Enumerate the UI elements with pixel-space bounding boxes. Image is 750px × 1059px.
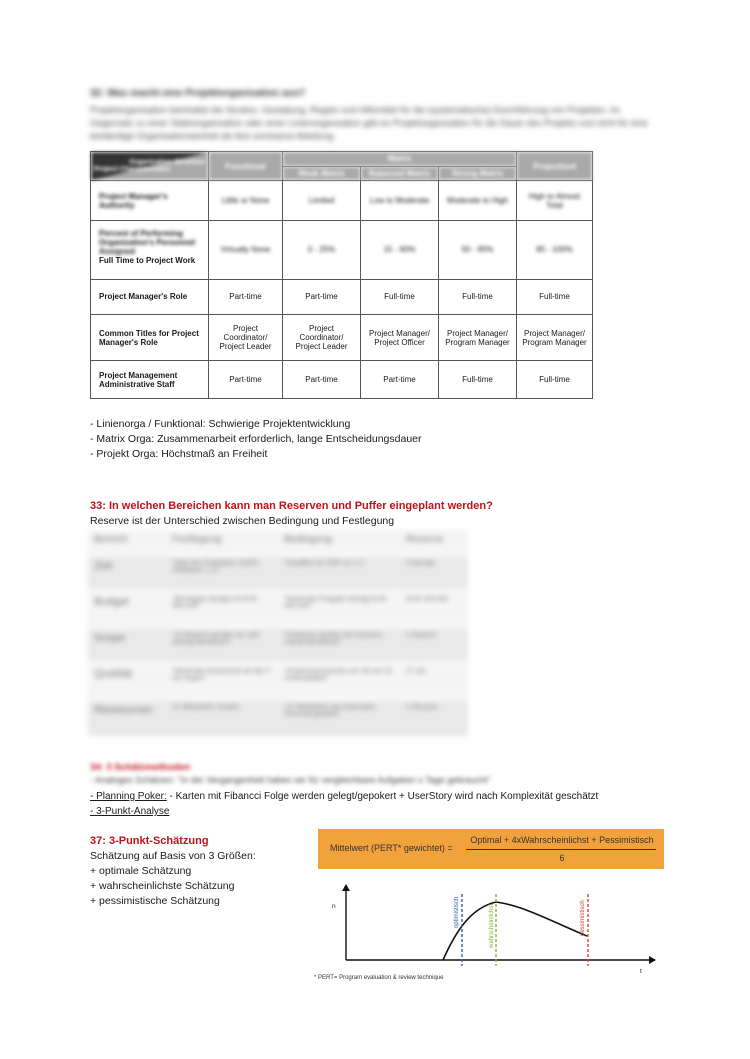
table-cell: 50 - 95% (439, 221, 517, 280)
table-cell: Part-time (209, 361, 283, 399)
header-cell: Bereich (94, 534, 128, 545)
table-header-row (88, 530, 468, 556)
table-cell: Virtually None (209, 221, 283, 280)
table-cell: Project Coordinator/ Project Leader (283, 315, 361, 361)
row-label: Project Manager's Authority (91, 181, 209, 221)
table-cell: "Deadline für SOP ist 1.2." (284, 560, 366, 567)
table-cell: Part-time (361, 361, 439, 399)
table-cell: Part-time (283, 361, 361, 399)
table-row (91, 315, 593, 361)
reserve-table (88, 530, 468, 730)
table-row (88, 592, 468, 628)
row-label: Project Manager's Role (91, 279, 209, 315)
section-34-line-3 (90, 804, 169, 819)
table-cell: Full-time (439, 361, 517, 399)
table-cell: 0 - 25% (283, 221, 361, 280)
table-cell: 85 - 100% (517, 221, 593, 280)
section-37-heading: 37: 3-Punkt-Schätzung (90, 835, 209, 847)
table-cell: Budget (94, 596, 129, 608)
table-cell: "8 Reports werden als business critical identifiziert" (284, 632, 383, 646)
col-strong-matrix: Strong Matrix (439, 166, 517, 181)
table-cell: "10 Reports werden als sehr wichtig identifiziert" (172, 632, 261, 646)
col-weak-matrix: Weak Matrix (283, 166, 361, 181)
table-cell: EUR 100.000 (406, 596, 449, 603)
x-axis-label: t (640, 968, 642, 975)
table-cell: Low to Moderate (361, 181, 439, 221)
table-row (88, 556, 468, 592)
section-32-heading: 32: Was macht eine Projektorganisation aus? (90, 88, 306, 99)
section-34-line-2 (90, 789, 598, 804)
table-cell: Part-time (209, 279, 283, 315)
table-cell: Part-time (283, 279, 361, 315)
section-32-intro: Projektorganisation beinhaltet die Struktur, Gestaltung, Regeln und Hilfsmittel für die (systematische) Durchführung von Projekten. Im Gegensatz zu einer Stabsorganisation oder einer Linienorganisation gibt es Projektorganisation für die Dauer des Projekts und nicht für eine beständige Organisationseinheit als fest umrissene Abteilung. (90, 105, 648, 141)
col-balanced-matrix: Balanced Matrix (361, 166, 439, 181)
table-cell: Project Manager/ Program Manager (517, 315, 593, 361)
table-cell: Full-time (361, 279, 439, 315)
y-axis-arrow (342, 884, 350, 891)
organization-structure-table (90, 151, 593, 399)
pert-footnote: * PERT= Program evaluation & review technique (314, 975, 444, 981)
table-cell: 27 sec (406, 668, 427, 675)
table-cell: 3 Monate (406, 560, 436, 567)
formula-lhs: Mittelwert (PERT* gewichtet) = (330, 843, 453, 853)
formula-numerator: Optimal + 4xWahrscheinlichst + Pessimistisch (470, 835, 654, 845)
distribution-curve (443, 902, 587, 960)
table-cell: 2 MA pool (406, 704, 438, 711)
table-row (91, 361, 593, 399)
table-cell: High to Almost Total (517, 181, 593, 221)
section-34-line-1: - Analoges Schätzen: "In der Vergangenheit haben wir für vergleichbare Aufgaben x Tage gebraucht" (90, 775, 491, 785)
table-cell: Scope (94, 632, 126, 644)
col-functional: Functional (209, 152, 283, 181)
bullet-item: - Projekt Orga: Höchstmaß an Freiheit (90, 448, 268, 460)
table-cell: "Maximale Freigabe beträgt EUR 400.000" (284, 596, 387, 610)
section-33-subtitle: Reserve ist der Unterschied zwischen Bedingung und Festlegung (90, 515, 395, 527)
estimate-line: Schätzung auf Basis von 3 Größen: (90, 850, 256, 862)
pert-formula-box (318, 829, 664, 869)
y-axis-label: n (332, 903, 336, 910)
col-matrix: Matrix (283, 152, 517, 167)
planning-poker-label: - Planning Poker: (90, 791, 167, 802)
bullet-item: - Linienorga / Funktional: Schwierige Projektentwicklung (90, 418, 351, 430)
table-cell: 10 Mitarbeiter werden (172, 704, 240, 711)
table-cell: Zeit (94, 560, 113, 572)
x-axis-arrow (649, 956, 656, 964)
most-likely-label: wahrscheinlichst (489, 903, 495, 948)
optimistic-label: optimistisch (454, 896, 460, 928)
table-cell: "12 Mitarbeiter als maximales Personal gewährt" (284, 704, 376, 718)
three-point-analysis-label: - 3-Punkt-Analyse (90, 806, 170, 817)
table-cell: 15 - 60% (361, 221, 439, 280)
table-cell: "Benötigtes Budget ist EUR 300.000" (172, 596, 258, 610)
row-label: Percent of Performing Organization's Personnel Assigned Full Time to Project Work (91, 221, 209, 280)
table-cell: Project Manager/ Project Officer (361, 315, 439, 361)
table-cell: "Antwortzeit jenseits von 30 sec ist unakzeptabel" (284, 668, 392, 682)
table-cell: "Start der Produktion (SOP): Zieldatum 1.11." (172, 560, 261, 574)
table-row (88, 664, 468, 700)
table-row (91, 279, 593, 315)
header-cell: Festlegung (172, 534, 222, 545)
table-row (91, 221, 593, 280)
table-cell: Limited (283, 181, 361, 221)
table-cell: Moderate to High (439, 181, 517, 221)
table-cell: Project Coordinator/ Project Leader (209, 315, 283, 361)
table-row (88, 628, 468, 664)
table-cell: Full-time (517, 279, 593, 315)
estimate-line: + pessimistische Schätzung (90, 895, 220, 907)
row-label: Project Management Administrative Staff (91, 361, 209, 399)
table-row (91, 181, 593, 221)
table-cell: 2 Reports (406, 632, 437, 639)
table-corner-header: Organization Structure Project Characteristics (91, 152, 209, 181)
col-projectized: Projectized (517, 152, 593, 181)
table-row (88, 700, 468, 738)
estimate-line: + wahrscheinlichste Schätzung (90, 880, 235, 892)
row-label: Common Titles for Project Manager's Role (91, 315, 209, 361)
header-cell: Bedingung (284, 534, 332, 545)
pert-distribution-diagram (300, 878, 670, 983)
section-33-heading: 33: In welchen Bereichen kann man Reserven und Puffer eingeplant werden? (90, 500, 493, 512)
planning-poker-text: - Karten mit Fibancci Folge werden gelegt/gepokert + UserStory wird nach Komplexität geschätzt (166, 791, 599, 802)
org-bullets (90, 417, 422, 462)
table-cell: Full-time (439, 279, 517, 315)
table-cell: "Maximale Antwortzeit auf die 3 sec liegen" (172, 668, 270, 682)
section-37-lines (90, 849, 256, 909)
table-cell: Little or None (209, 181, 283, 221)
table-cell: Project Manager/ Program Manager (439, 315, 517, 361)
formula-denominator: 6 (559, 853, 565, 863)
header-cell: Reserve (406, 534, 444, 545)
table-cell: Ressourcen (94, 704, 153, 716)
table-cell: Full-time (517, 361, 593, 399)
pessimistic-label: pessimistisch (580, 900, 586, 936)
formula-fraction-bar (466, 849, 656, 850)
bullet-item: - Matrix Orga: Zusammenarbeit erforderlich, lange Entscheidungsdauer (90, 433, 422, 445)
section-34-heading: 34: 3 Schätzmethoden (90, 762, 191, 773)
estimate-line: + optimale Schätzung (90, 865, 192, 877)
table-cell: Qualität (94, 668, 132, 680)
